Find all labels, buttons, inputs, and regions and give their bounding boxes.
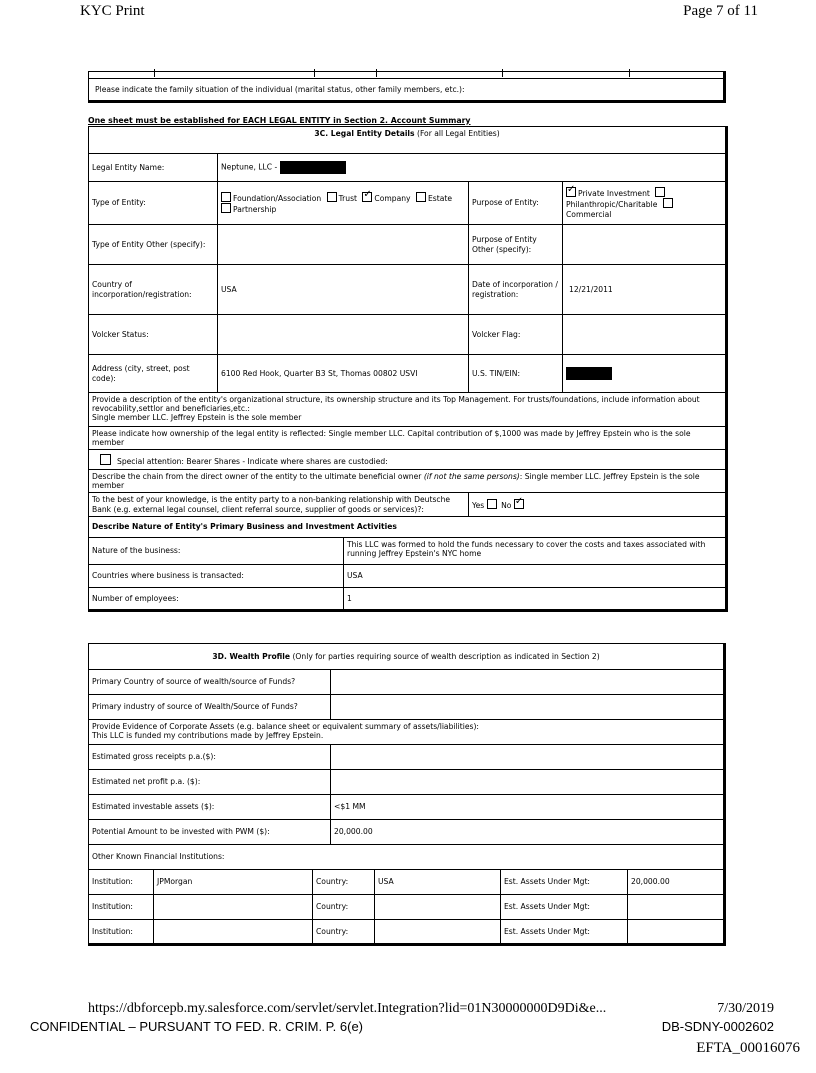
institution-country-label: Country:	[313, 920, 375, 945]
private-investment-label: Private Investment	[578, 189, 650, 199]
philanthropic-checkbox[interactable]	[663, 198, 673, 208]
family-situation-prompt: Please indicate the family situation of the individual (marital status, other family members, etc.):	[95, 85, 465, 94]
partnership-checkbox[interactable]	[221, 203, 231, 213]
section-3c-heading: 3C. Legal Entity Details	[314, 129, 415, 138]
ownership-chain-cell	[89, 470, 727, 493]
company-label: Company	[374, 193, 411, 203]
philanthropic-label: Philanthropic/Charitable	[566, 200, 658, 210]
nature-heading: Describe Nature of Entity's Primary Business and Investment Activities	[89, 516, 727, 537]
trust-label: Trust	[338, 193, 357, 203]
institution-country-label: Country:	[313, 870, 375, 895]
country-incorporation-label: Country of incorporation/registration:	[89, 265, 218, 315]
evidence-cell	[89, 720, 725, 745]
institution-assets-label: Est. Assets Under Mgt:	[501, 870, 628, 895]
ownership-text: Please indicate how ownership of the legal entity is reflected: Single member LLC. Capital contribution of $,1000 was made by Jeffrey Epstein who is the sole member	[89, 427, 727, 450]
institution-name	[154, 895, 313, 920]
institution-assets	[628, 920, 725, 945]
entity-type-label: Type of Entity:	[89, 182, 218, 225]
foundation-checkbox[interactable]	[221, 192, 231, 202]
evidence-prompt: Provide Evidence of Corporate Assets (e.g. balance sheet or equivalent summary of assets/liabilities):	[92, 722, 479, 731]
primary-industry-label: Primary industry of source of Wealth/Source of Funds?	[89, 695, 331, 720]
foundation-label: Foundation/Association	[233, 193, 322, 203]
entity-purpose-label: Purpose of Entity:	[469, 182, 563, 225]
section-3d-heading: 3D. Wealth Profile	[212, 651, 291, 661]
yes-label: Yes	[472, 500, 485, 510]
institution-assets-label: Est. Assets Under Mgt:	[501, 895, 628, 920]
net-profit-value	[331, 770, 725, 795]
institution-label: Institution:	[89, 920, 154, 945]
institution-assets-label: Est. Assets Under Mgt:	[501, 920, 628, 945]
other-institutions-label: Other Known Financial Institutions:	[89, 845, 725, 870]
legal-entity-title	[89, 127, 727, 154]
efta-number: EFTA_00016076	[696, 1040, 800, 1056]
entity-type-options	[218, 182, 469, 225]
address-label: Address (city, street, post code):	[89, 355, 218, 393]
chain-prompt: Describe the chain from the direct owner of the entity to the ultimate beneficial owner	[92, 472, 422, 482]
type-other-label: Type of Entity Other (specify):	[89, 225, 218, 265]
institution-assets: 20,000.00	[628, 870, 725, 895]
institution-country	[375, 920, 501, 945]
family-situation-box	[88, 71, 726, 103]
institution-row	[89, 870, 725, 895]
confidential-notice: CONFIDENTIAL – PURSUANT TO FED. R. CRIM. P. 6(e)	[30, 1019, 364, 1034]
bearer-shares-checkbox[interactable]	[100, 454, 111, 465]
bates-number: DB-SDNY-0002602	[661, 1019, 774, 1034]
date-incorporation-label: Date of incorporation / registration:	[469, 265, 563, 315]
entity-name-label: Legal Entity Name:	[89, 154, 218, 182]
trust-checkbox[interactable]	[327, 192, 337, 202]
institution-row	[89, 895, 725, 920]
primary-country-label: Primary Country of source of wealth/source of Funds?	[89, 670, 331, 695]
nonbank-answer	[469, 493, 727, 516]
estate-checkbox[interactable]	[416, 192, 426, 202]
volcker-status-value	[218, 315, 469, 355]
countries-label: Countries where business is transacted:	[89, 564, 344, 587]
entity-name-cell	[218, 154, 727, 182]
redaction-block	[566, 367, 612, 380]
structure-prompt: Provide a description of the entity's organizational structure, its ownership structure and its Top Management. For trusts/foundations, include information about revocability,settlor and beneficiaries,etc.:	[92, 395, 700, 414]
redaction-block	[280, 161, 346, 174]
no-label: No	[501, 500, 512, 510]
yes-checkbox[interactable]	[487, 499, 497, 509]
type-other-value	[218, 225, 469, 265]
nonbank-prompt: To the best of your knowledge, is the entity party to a non-banking relationship with Deutsche Bank (e.g. external legal counsel, client referral source, supplier of goods or services)?:	[89, 493, 469, 516]
date-incorporation-value: 12/21/2011	[563, 265, 727, 315]
bearer-shares-cell	[89, 450, 727, 470]
chain-answer: : Single member LLC. Jeffrey Epstein is the sole member	[92, 472, 700, 491]
print-header-title: KYC Print	[80, 3, 145, 19]
entity-purpose-options	[563, 182, 727, 225]
bearer-shares-label: Special attention: Bearer Shares - Indicate where shares are custodied:	[117, 456, 388, 466]
entity-name-value: Neptune, LLC -	[221, 162, 278, 172]
business-label: Nature of the business:	[89, 537, 344, 564]
legal-entity-banner: One sheet must be established for EACH LEGAL ENTITY in Section 2. Account Summary	[88, 116, 471, 125]
footer-url: https://dbforcepb.my.salesforce.com/servlet/servlet.Integration?lid=01N30000000D9Di&e...	[88, 1001, 607, 1016]
potential-amount-label: Potential Amount to be invested with PWM ($):	[89, 820, 331, 845]
net-profit-label: Estimated net profit p.a. ($):	[89, 770, 331, 795]
employees-label: Number of employees:	[89, 587, 344, 610]
institution-label: Institution:	[89, 895, 154, 920]
institution-country	[375, 895, 501, 920]
footer-date: 7/30/2019	[717, 1001, 774, 1016]
employees-value: 1	[344, 587, 727, 610]
business-value: This LLC was formed to hold the funds necessary to cover the costs and taxes associated with running Jeffrey Epstein's NYC home	[344, 537, 727, 564]
estate-label: Estate	[427, 193, 453, 203]
chain-italic: (if not the same persons)	[423, 472, 520, 482]
extra-purpose-checkbox[interactable]	[655, 187, 665, 197]
institution-country-label: Country:	[313, 895, 375, 920]
country-incorporation-value: USA	[218, 265, 469, 315]
institution-assets	[628, 895, 725, 920]
address-value: 6100 Red Hook, Quarter B3 St, Thomas 00802 USVI	[218, 355, 469, 393]
wealth-title	[89, 644, 725, 670]
evidence-answer: This LLC is funded my contributions made by Jeffrey Epstein.	[92, 731, 324, 741]
primary-industry-value	[331, 695, 725, 720]
institution-country: USA	[375, 870, 501, 895]
volcker-flag-value	[563, 315, 727, 355]
institution-name	[154, 920, 313, 945]
private-investment-checkbox[interactable]	[566, 187, 576, 197]
purpose-other-value	[563, 225, 727, 265]
commercial-label: Commercial	[566, 209, 612, 219]
volcker-flag-label: Volcker Flag:	[469, 315, 563, 355]
no-checkbox[interactable]	[514, 499, 524, 509]
tin-cell	[563, 355, 727, 393]
volcker-status-label: Volcker Status:	[89, 315, 218, 355]
investable-assets-label: Estimated investable assets ($):	[89, 795, 331, 820]
legal-entity-table	[88, 126, 728, 612]
gross-receipts-value	[331, 745, 725, 770]
tin-label: U.S. TIN/EIN:	[469, 355, 563, 393]
primary-country-value	[331, 670, 725, 695]
partnership-label: Partnership	[233, 205, 277, 214]
institution-label: Institution:	[89, 870, 154, 895]
countries-value: USA	[344, 564, 727, 587]
wealth-profile-table	[88, 643, 726, 946]
section-3c-subheading: (For all Legal Entities)	[416, 129, 500, 138]
institution-name: JPMorgan	[154, 870, 313, 895]
page-number: Page 7 of 11	[683, 3, 758, 19]
section-3d-subheading: (Only for parties requiring source of wealth description as indicated in Section 2)	[292, 651, 600, 661]
structure-cell	[89, 393, 727, 427]
gross-receipts-label: Estimated gross receipts p.a.($):	[89, 745, 331, 770]
purpose-other-label: Purpose of Entity Other (specify):	[469, 225, 563, 265]
potential-amount-value: 20,000.00	[331, 820, 725, 845]
investable-assets-value: <$1 MM	[331, 795, 725, 820]
institution-row	[89, 920, 725, 945]
company-checkbox[interactable]	[362, 192, 372, 202]
structure-answer: Single member LLC. Jeffrey Epstein is the sole member	[92, 413, 302, 423]
